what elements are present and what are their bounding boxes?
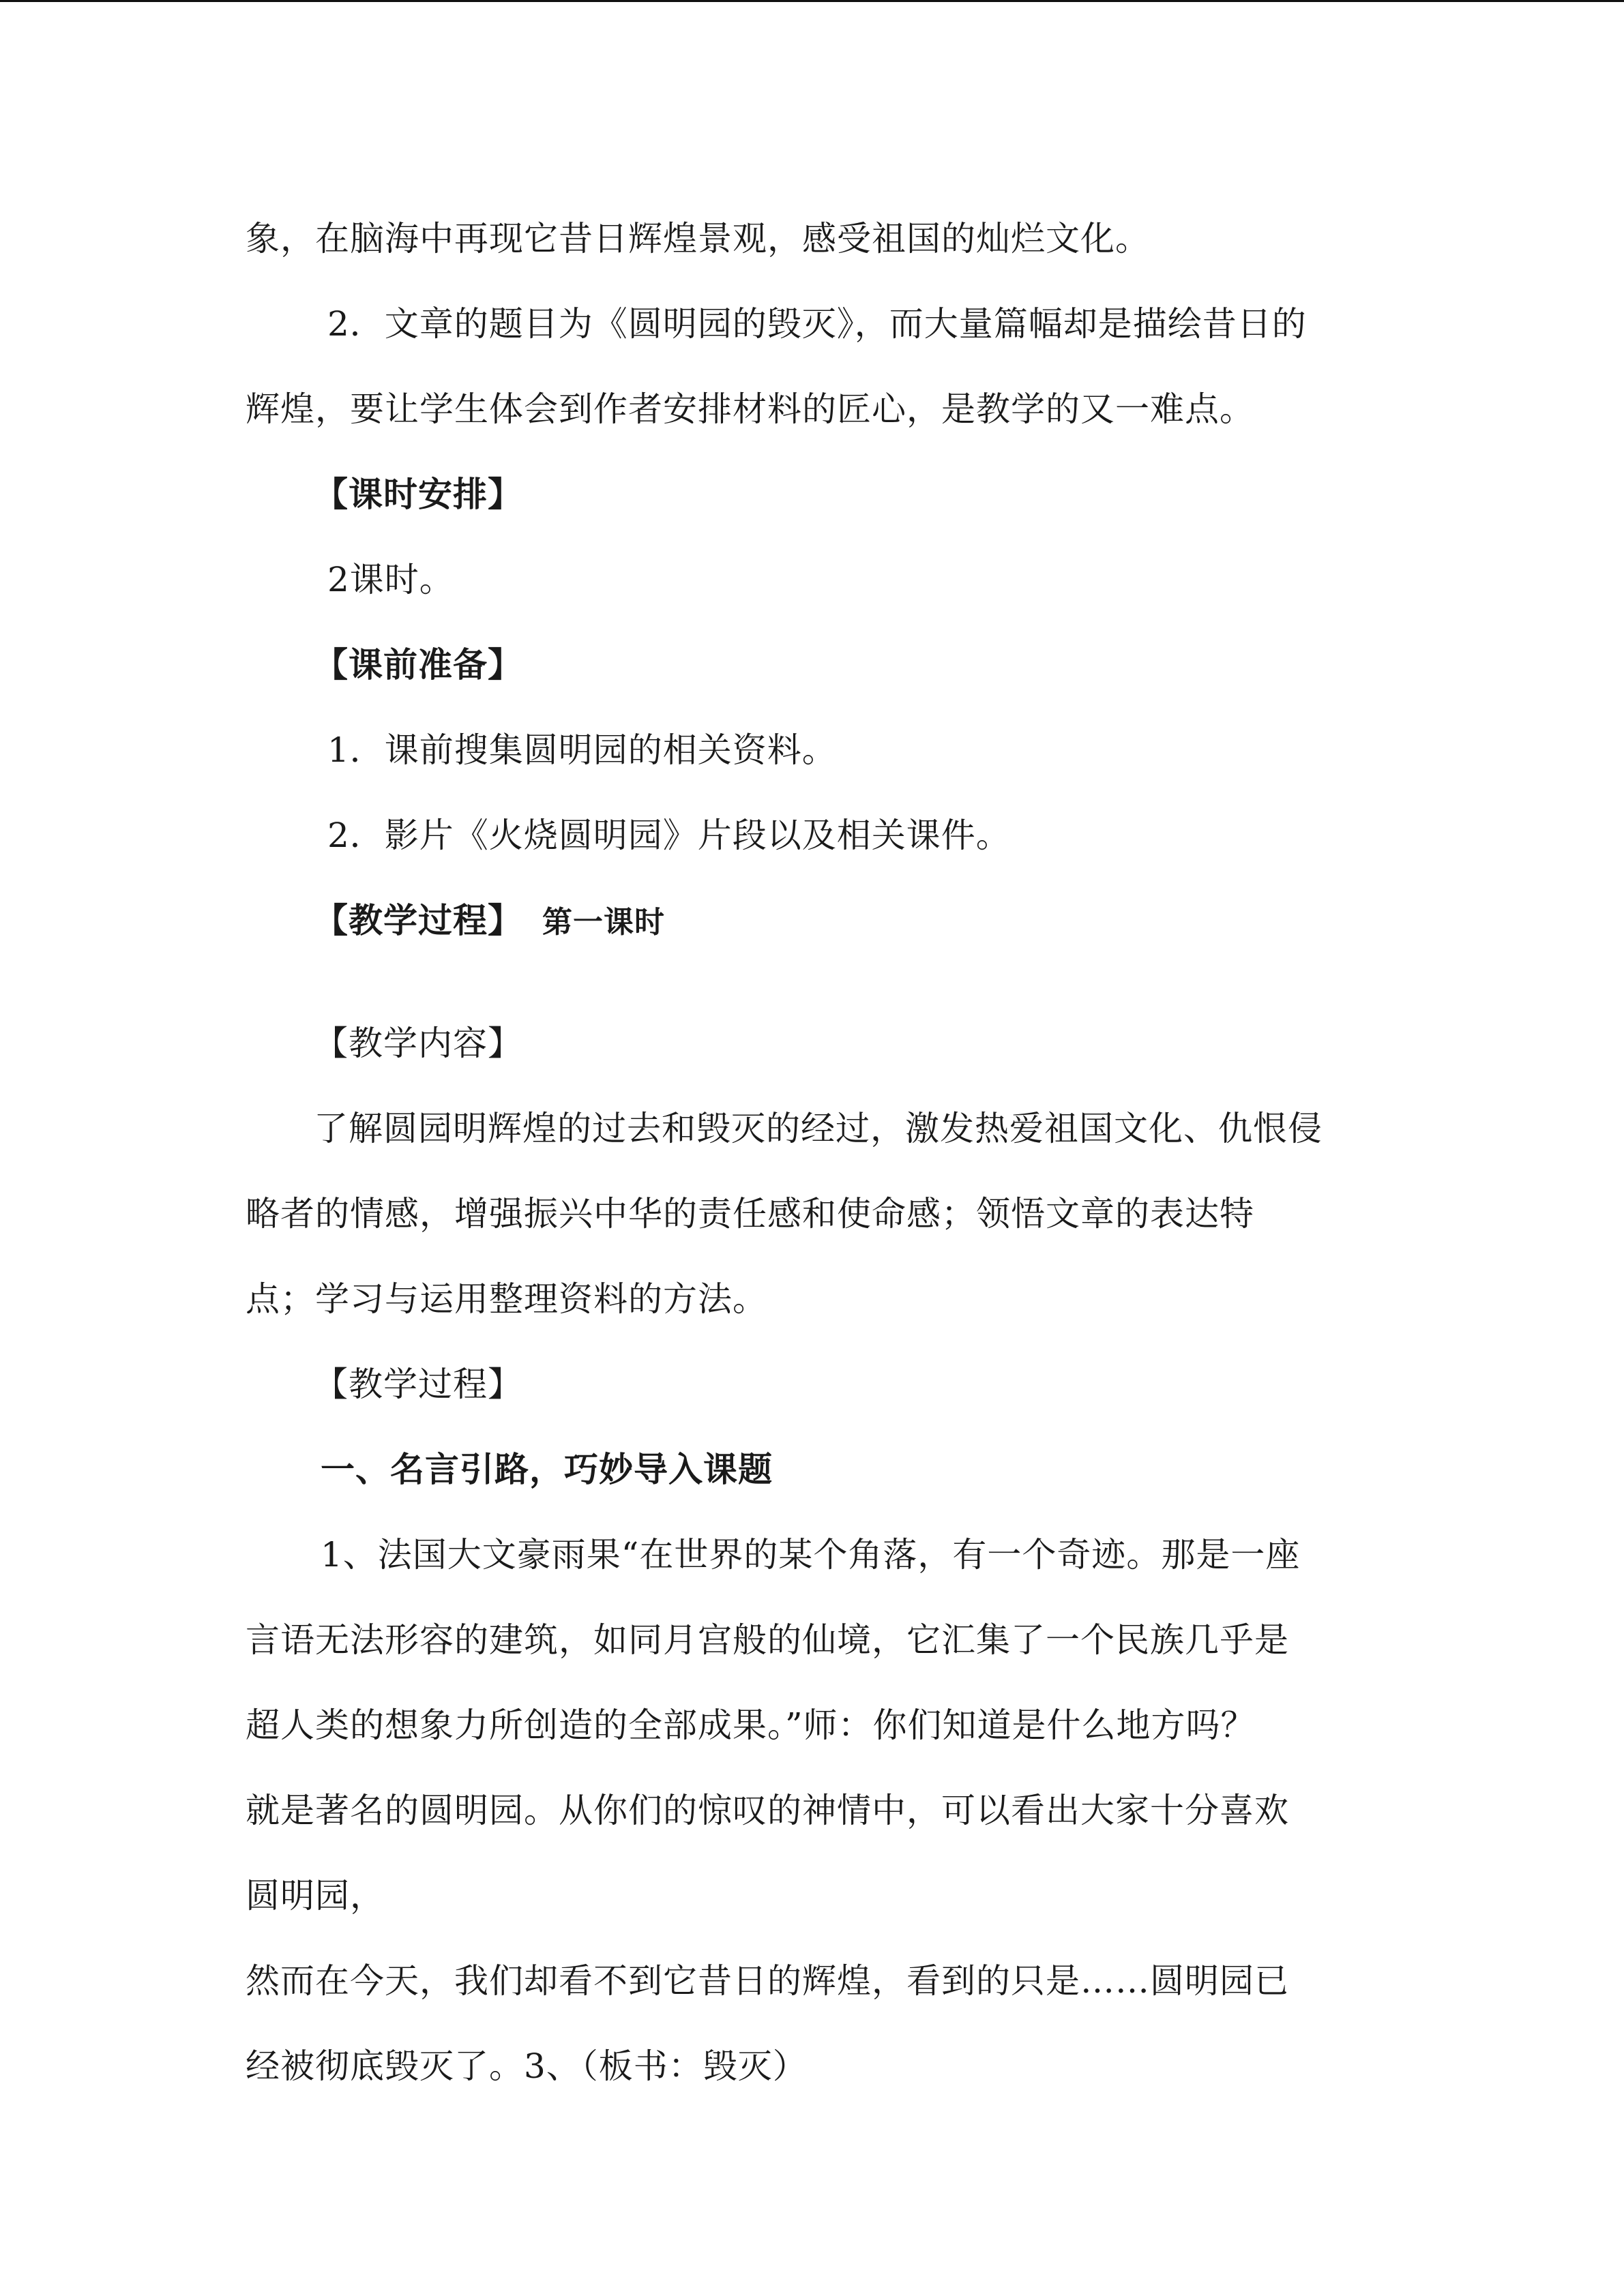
text-line: 2．文章的题目为《圆明园的毁灭》，而大量篇幅却是描绘昔日的 xyxy=(327,304,1307,344)
text-line: 辉煌，要让学生体会到作者安排材料的匠心，是教学的又一难点。 xyxy=(246,389,1254,429)
subsection-heading: 一、名言引路，巧妙导入课题 xyxy=(321,1449,773,1489)
text-line: 就是著名的圆明园。从你们的惊叹的神情中，可以看出大家十分喜欢 xyxy=(246,1791,1289,1830)
text-line: 2．影片《火烧圆明园》片段以及相关课件。 xyxy=(327,816,1011,855)
text-line: 经被彻底毁灭了。3、（板书：毁灭） xyxy=(246,2046,808,2086)
text-line: 略者的情感，增强振兴中华的责任感和使命感；领悟文章的表达特 xyxy=(246,1194,1254,1234)
text-line: 1、法国大文豪雨果“在世界的某个角落，有一个奇迹。那是一座 xyxy=(321,1535,1301,1575)
text-line: 1．课前搜集圆明园的相关资料。 xyxy=(327,730,837,770)
text-line: 点；学习与运用整理资料的方法。 xyxy=(246,1279,767,1319)
text-line: 言语无法形容的建筑，如同月宫般的仙境，它汇集了一个民族几乎是 xyxy=(246,1620,1289,1660)
text-line: 了解圆园明辉煌的过去和毁灭的经过，激发热爱祖国文化、仇恨侵 xyxy=(314,1109,1323,1148)
section-heading: 【教学过程】 xyxy=(314,900,522,940)
lesson-label: 第一课时 xyxy=(542,905,665,940)
text-line: 2课时。 xyxy=(327,560,454,599)
section-heading: 【课前准备】 xyxy=(314,644,522,685)
text-line: 圆明园， xyxy=(246,1876,385,1915)
text-line: 超人类的想象力所创造的全部成果。”师：你们知道是什么地方吗？ xyxy=(246,1705,1256,1745)
text-line: 象，在脑海中再现它昔日辉煌景观，感受祖国的灿烂文化。 xyxy=(246,219,1150,258)
section-heading: 【课时安排】 xyxy=(314,474,522,514)
text-line: 然而在今天，我们却看不到它昔日的辉煌，看到的只是……圆明园已 xyxy=(246,1961,1289,2001)
section-heading: 【教学过程】 xyxy=(314,1365,522,1404)
section-heading: 【教学内容】 xyxy=(314,1024,522,1063)
